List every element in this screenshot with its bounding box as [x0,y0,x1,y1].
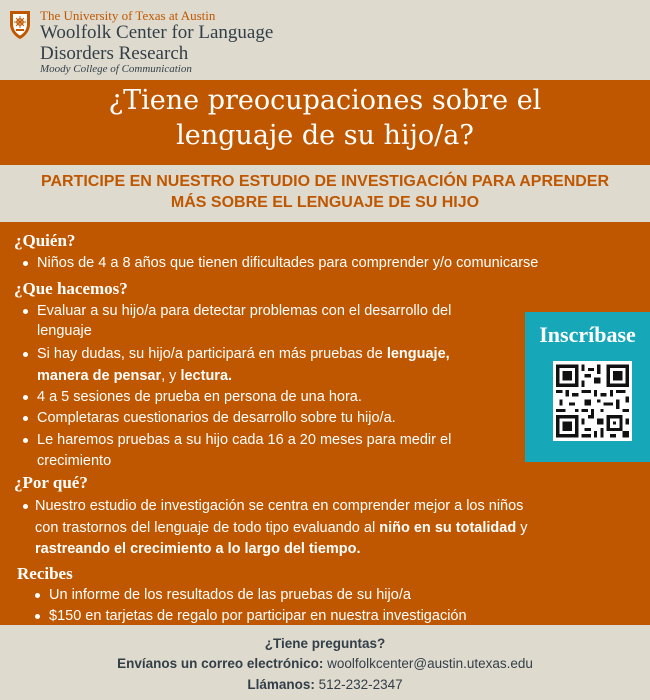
what-item2-line2: manera de pensar, y lectura. [37,368,233,384]
what-item4: Completaras cuestionarios de desarrollo sobre tu hijo/a. [37,410,396,426]
signup-label: Inscríbase [539,322,636,347]
receive-item2: $150 en tarjetas de regalo por participar en nuestra investigación [49,608,467,624]
footer-question: ¿Tiene preguntas? [264,636,386,651]
why-line2: con trastornos del lenguaje de todo tipo evaluando al niño en su totalidad y [35,520,528,536]
who-heading: ¿Quién? [14,231,76,250]
email-link[interactable]: woolfolkcenter@austin.utexas.edu [323,656,533,671]
bullet-icon [35,593,40,598]
what-item5-line2: crecimiento [37,453,112,469]
footer-email: Envíanos un correo electrónico: woolfolkcenter@austin.utexas.edu [117,656,533,671]
bullet-icon [23,416,28,421]
bullet-icon [23,504,28,509]
bullet-icon [23,261,28,266]
bullet-icon [23,309,28,314]
why-line3: rastreando el crecimiento a lo largo del tiempo. [35,541,361,557]
footer-phone: Llámanos: 512-232-2347 [247,677,403,692]
qr-code-icon[interactable] [553,361,632,441]
subtitle-line2: MÁS SOBRE EL LENGUAJE DE SU HIJO [170,194,480,211]
receive-item1: Un informe de los resultados de las pruebas de su hijo/a [49,587,411,603]
subtitle-line1: PARTICIPE EN NUESTRO ESTUDIO DE INVESTIGACIÓN PARA APRENDER [40,173,610,190]
title-line2: lenguaje de su hijo/a? [176,120,474,151]
bullet-icon [23,438,28,443]
what-item2-line1: Si hay dudas, su hijo/a participará en más pruebas de lenguaje, [37,346,450,362]
center-name-line2: Disorders Research [40,43,189,64]
bullet-icon [23,352,28,357]
college-name: Moody College of Communication [40,63,192,75]
what-item1-line2: lenguaje [37,323,92,339]
bullet-icon [35,614,40,619]
title-line1: ¿Tiene preocupaciones sobre el [108,85,542,116]
phone-link[interactable]: 512-232-2347 [314,677,403,692]
receive-heading: Recibes [17,564,73,583]
who-item: Niños de 4 a 8 años que tienen dificultades para comprender y/o comunicarse [37,255,539,271]
why-heading: ¿Por qué? [14,473,88,492]
why-line1: Nuestro estudio de investigación se centra en comprender mejor a los niños [35,498,524,514]
what-item3: 4 a 5 sesiones de prueba en persona de una hora. [37,389,362,405]
what-item1-line1: Evaluar a su hijo/a para detectar problemas con el desarrollo del [37,303,452,319]
what-item5-line1: Le haremos pruebas a su hijo cada 16 a 20 meses para medir el [37,432,452,448]
ut-shield-icon [9,10,31,40]
center-name-line1: Woolfolk Center for Language [40,22,274,43]
bullet-icon [23,395,28,400]
university-name: The University of Texas at Austin [40,8,216,23]
what-heading: ¿Que hacemos? [14,279,128,298]
